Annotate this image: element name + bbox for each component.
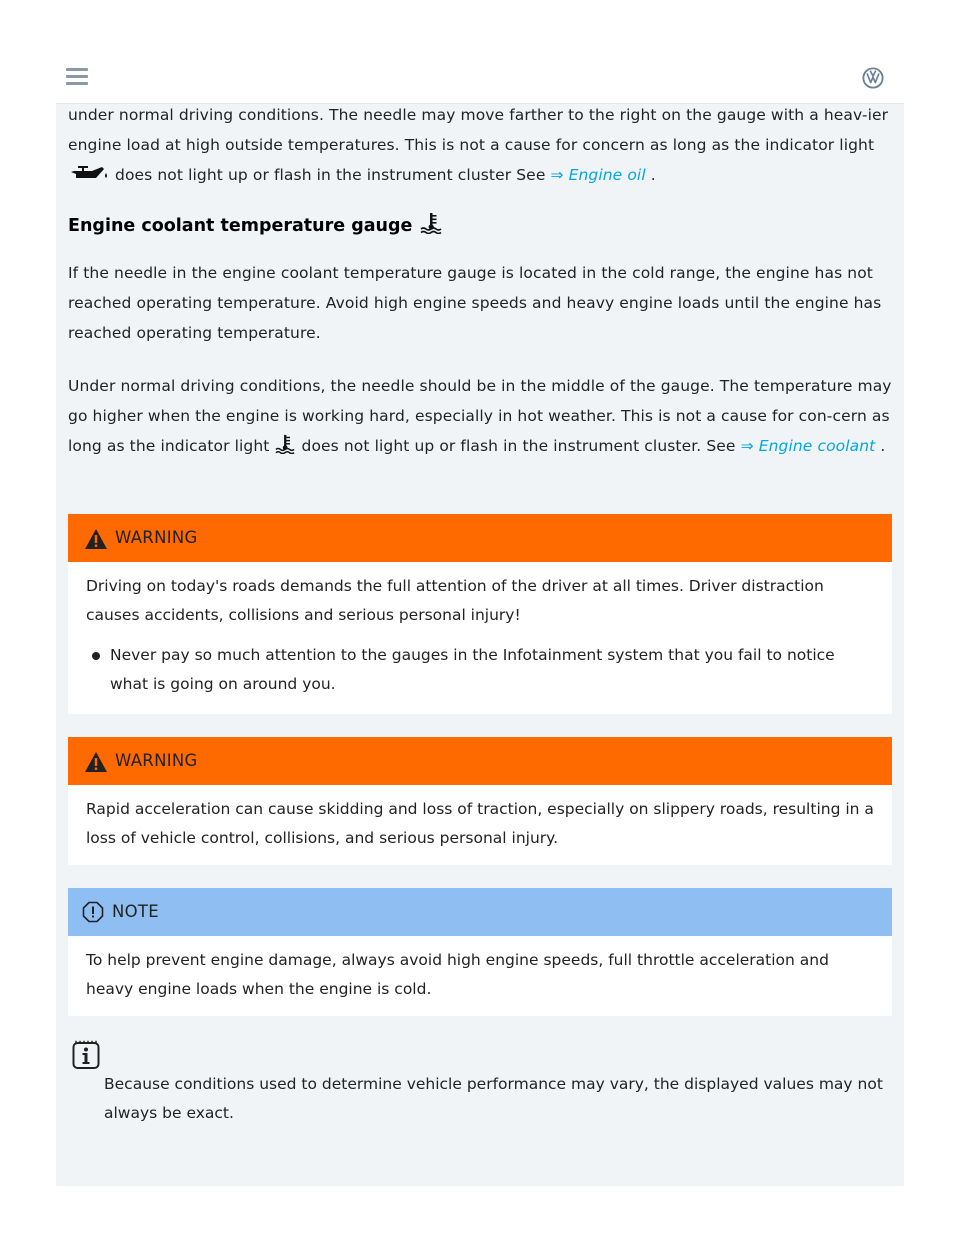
hamburger-menu-icon[interactable] xyxy=(66,68,88,86)
warning-triangle-icon xyxy=(84,528,108,550)
note-body: To help prevent engine damage, always avoid high engine speeds, full throttle acceleration and heavy engine loads when the engine is cold. xyxy=(86,951,829,998)
warning-label: WARNING xyxy=(115,751,198,770)
warning-body: Rapid acceleration can cause skidding and loss of traction, especially on slippery roads, resulting in a loss of vehicle control, collisions, and serious personal injury. xyxy=(86,800,874,847)
warning-text: Driving on today's roads demands the full attention of the driver at all times. Driver distraction causes accidents, collisions and serious personal injury! xyxy=(86,577,824,624)
engine-coolant-link[interactable]: ⇒ Engine coolant xyxy=(740,437,876,455)
coolant-paragraph-2: Under normal driving conditions, the needle should be in the middle of the gauge. The temperature may go higher when the engine is working hard, especially in hot weather. This is not a cause for con-cern as long as the indicator light does not light up or flash in the instrument cluster. See ⇒ Engine coolant . xyxy=(68,377,892,455)
info-icon xyxy=(72,1040,100,1070)
section-title: Engine coolant temperature gauge xyxy=(68,212,443,236)
warning-label: WARNING xyxy=(115,528,198,547)
info-text: Because conditions used to determine vehicle performance may vary, the displayed values may not always be exact. xyxy=(104,1075,883,1122)
top-bar xyxy=(56,52,904,104)
coolant-paragraph-1: If the needle in the engine coolant temperature gauge is located in the cold range, the engine has not reached operating temperature. Avoid high engine speeds and heavy engine loads until the engine has reached operating temperature. xyxy=(68,264,882,342)
intro-paragraph: under normal driving conditions. The needle may move farther to the right on the gauge with a heav-ier engine load at high outside temperatures. This is not a cause for concern as long as the indicator light does not light up or flash in the instrument cluster See ⇒ Engine oil . xyxy=(68,106,889,184)
engine-oil-link[interactable]: ⇒ Engine oil xyxy=(550,166,646,184)
main-content xyxy=(56,104,904,1186)
coolant-temperature-icon xyxy=(419,212,443,234)
note-header xyxy=(68,888,892,936)
note-label: NOTE xyxy=(112,902,160,921)
coolant-warning-icon xyxy=(274,434,296,454)
warning-callout-acceleration xyxy=(68,737,892,865)
warning-callout-distraction xyxy=(68,514,892,714)
warning-triangle-icon xyxy=(84,751,108,773)
warning-header xyxy=(68,737,892,785)
vw-logo-icon[interactable] xyxy=(862,67,884,89)
note-callout xyxy=(68,888,892,1016)
oil-pressure-icon xyxy=(68,163,110,183)
list-item: Never pay so much attention to the gauges in the Infotainment system that you fail to notice what is going on around you. xyxy=(86,641,874,699)
exclamation-circle-icon xyxy=(82,901,104,923)
warning-body xyxy=(68,562,892,709)
warning-header xyxy=(68,514,892,562)
